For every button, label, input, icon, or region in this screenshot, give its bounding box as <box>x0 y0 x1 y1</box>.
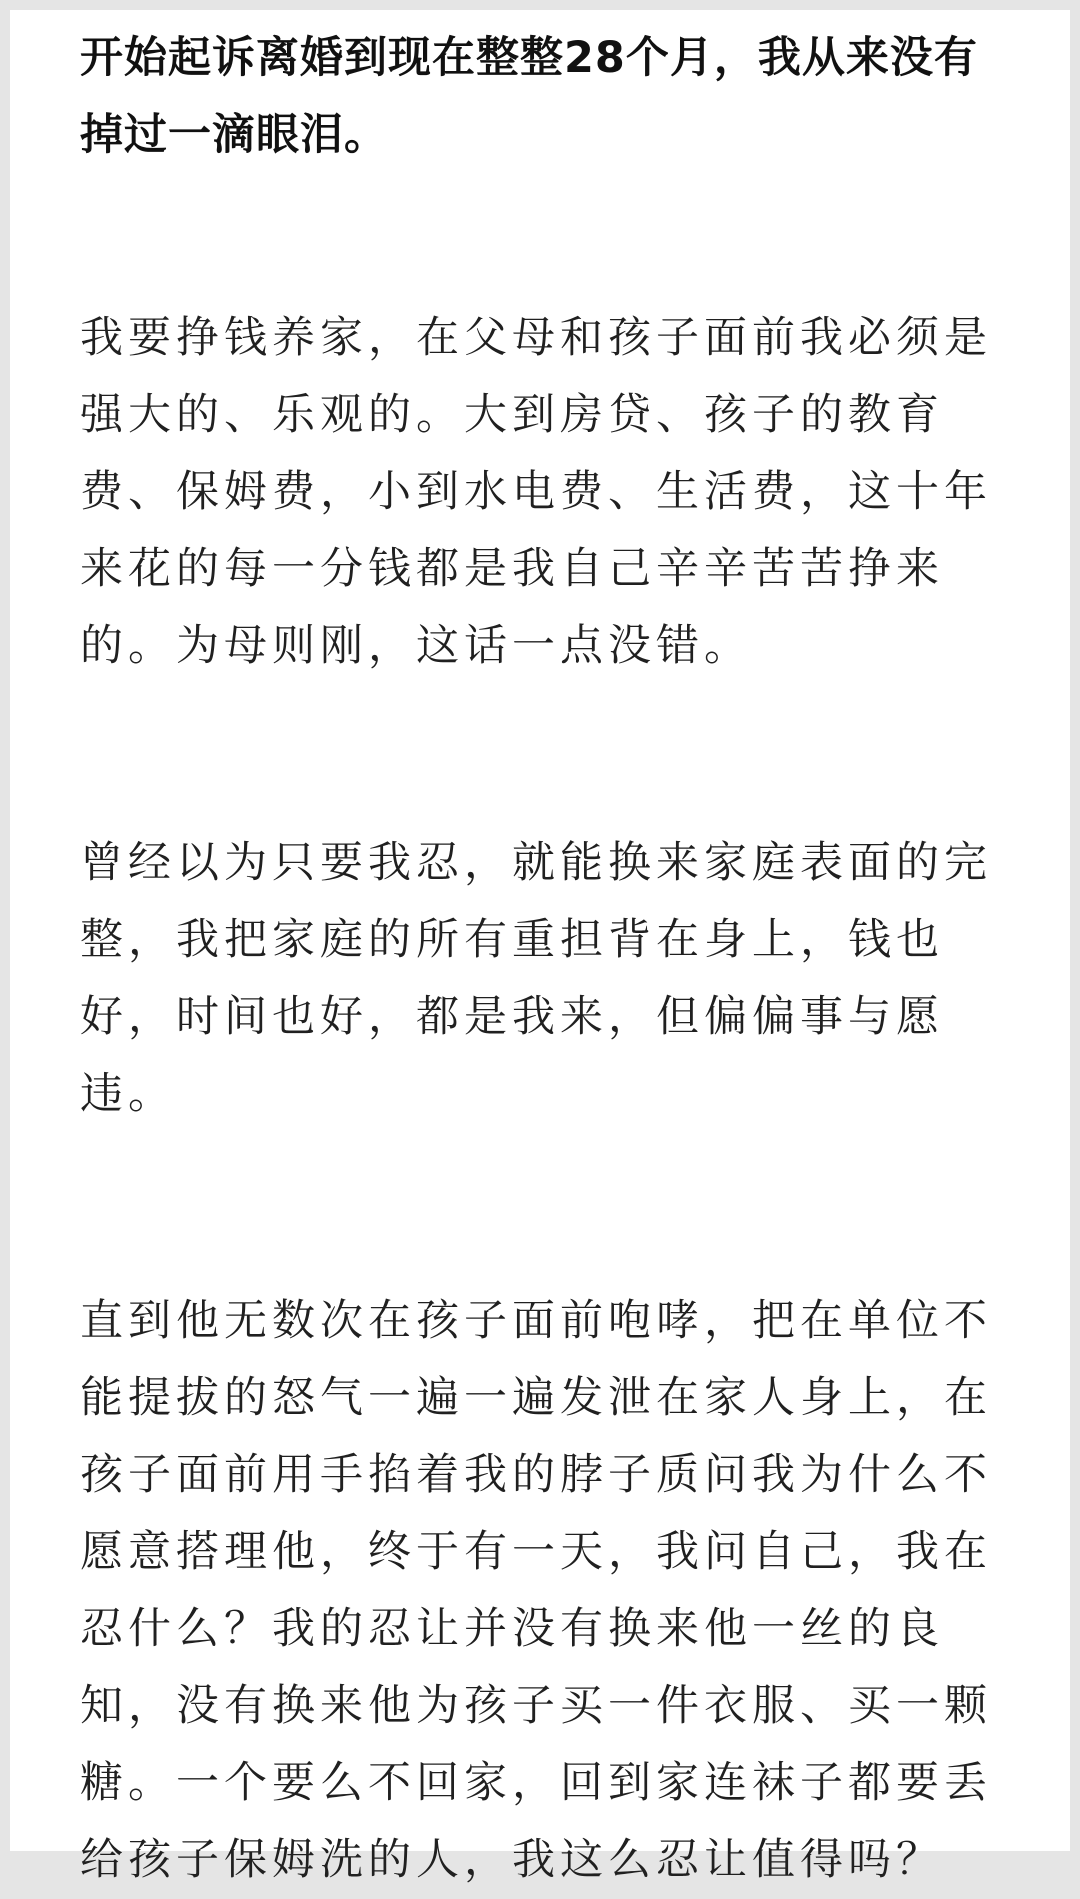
lead-paragraph: 开始起诉离婚到现在整整28个月，我从来没有掉过一滴眼泪。 <box>80 33 978 160</box>
article-page <box>10 10 1070 1885</box>
paragraph-spacer <box>80 174 1020 300</box>
article-body <box>80 20 1020 1899</box>
paragraph-4: 直到他无数次在孩子面前咆哮，把在单位不能提拔的怒气一遍一遍发泄在家人身上，在孩子面前用手掐着我的脖子质问我为什么不愿意搭理他，终于有一天，我问自己，我在忍什么？我的忍让并没有换来他一丝的良知，没有换来他为孩子买一件衣服、买一颗糖。一个要么不回家，回到家连袜子都要丢给孩子保姆洗的人，我这么忍让值得吗？ <box>80 1296 992 1885</box>
paragraph-3: 曾经以为只要我忍，就能换来家庭表面的完整，我把家庭的所有重担背在身上，钱也好，时间也好，都是我来，但偏偏事与愿违。 <box>80 838 992 1119</box>
paragraph-2: 我要挣钱养家，在父母和孩子面前我必须是强大的、乐观的。大到房贷、孩子的教育费、保姆费，小到水电费、生活费，这十年来花的每一分钱都是我自己辛辛苦苦挣来的。为母则刚，这话一点没错。 <box>80 313 992 671</box>
paragraph-spacer <box>80 1133 1020 1283</box>
paragraph-spacer <box>80 685 1020 825</box>
